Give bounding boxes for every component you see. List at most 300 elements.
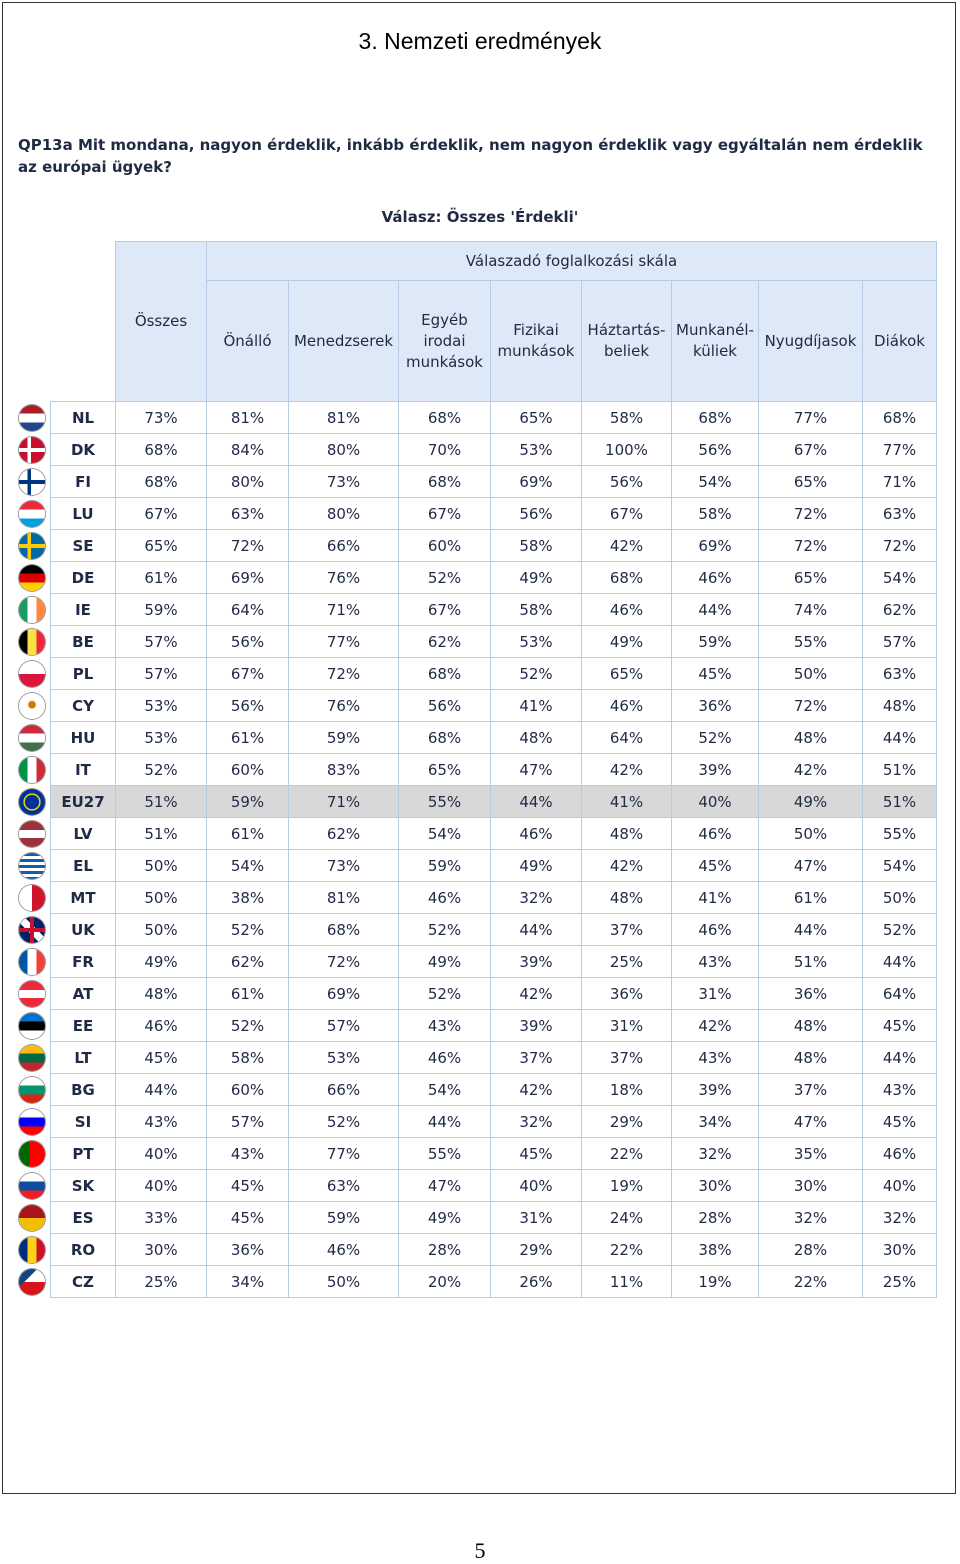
value-cell: 51% [116,818,207,850]
table-row-eu27 [14,786,937,818]
table-row [14,658,937,690]
value-cell: 30% [759,1170,863,1202]
country-code: EU27 [51,786,116,818]
value-cell: 57% [207,1106,289,1138]
value-cell: 32% [491,1106,582,1138]
value-cell: 69% [207,562,289,594]
value-cell: 46% [289,1234,399,1266]
table-row [14,690,937,722]
column-header: Egyéb irodai munkások [399,281,491,402]
value-cell: 80% [207,466,289,498]
value-cell: 56% [672,434,759,466]
country-code: LU [51,498,116,530]
value-cell: 56% [491,498,582,530]
value-cell: 58% [582,402,672,434]
value-cell: 68% [672,402,759,434]
value-cell: 39% [672,754,759,786]
value-cell: 36% [759,978,863,1010]
finland-flag-icon [19,469,45,495]
value-cell: 41% [491,690,582,722]
value-cell: 80% [289,434,399,466]
value-cell: 29% [491,1234,582,1266]
country-code: SK [51,1170,116,1202]
country-code: LV [51,818,116,850]
value-cell: 100% [582,434,672,466]
value-cell: 62% [289,818,399,850]
table-row [14,946,937,978]
country-code: ES [51,1202,116,1234]
value-cell: 37% [491,1042,582,1074]
table-row [14,1266,937,1298]
value-cell: 53% [116,690,207,722]
value-cell: 42% [491,1074,582,1106]
value-cell: 39% [491,946,582,978]
value-cell: 22% [582,1234,672,1266]
value-cell: 36% [672,690,759,722]
value-cell: 84% [207,434,289,466]
value-cell: 56% [399,690,491,722]
table-body [14,402,937,1298]
value-cell: 76% [289,562,399,594]
value-cell: 28% [672,1202,759,1234]
value-cell: 56% [207,690,289,722]
value-cell: 67% [399,594,491,626]
value-cell: 81% [207,402,289,434]
value-cell: 65% [399,754,491,786]
value-cell: 44% [863,1042,937,1074]
country-code: DK [51,434,116,466]
portugal-flag-icon [19,1141,45,1167]
value-cell: 57% [863,626,937,658]
value-cell: 50% [759,818,863,850]
value-cell: 32% [863,1202,937,1234]
value-cell: 68% [863,402,937,434]
value-cell: 66% [289,530,399,562]
value-cell: 54% [672,466,759,498]
value-cell: 65% [759,466,863,498]
value-cell: 18% [582,1074,672,1106]
value-cell: 47% [399,1170,491,1202]
country-code: BG [51,1074,116,1106]
value-cell: 52% [289,1106,399,1138]
value-cell: 48% [116,978,207,1010]
survey-question: QP13a Mit mondana, nagyon érdeklik, inkább érdeklik, nem nagyon érdeklik vagy egyáltalán nem érdeklik az európai ügyek? [18,136,923,176]
value-cell: 43% [672,946,759,978]
value-cell: 58% [491,594,582,626]
value-cell: 48% [863,690,937,722]
value-cell: 30% [116,1234,207,1266]
value-cell: 77% [863,434,937,466]
table-row [14,1010,937,1042]
table-row [14,626,937,658]
ireland-flag-icon [19,597,45,623]
value-cell: 64% [582,722,672,754]
value-cell: 29% [582,1106,672,1138]
value-cell: 51% [863,786,937,818]
country-code: IE [51,594,116,626]
value-cell: 22% [582,1138,672,1170]
country-code: LT [51,1042,116,1074]
value-cell: 61% [207,818,289,850]
value-cell: 48% [759,1042,863,1074]
luxembourg-flag-icon [19,501,45,527]
answer-label: Válasz: Összes 'Érdekli' [381,208,579,226]
value-cell: 34% [207,1266,289,1298]
value-cell: 43% [672,1042,759,1074]
value-cell: 38% [672,1234,759,1266]
value-cell: 42% [582,754,672,786]
value-cell: 58% [672,498,759,530]
value-cell: 46% [399,882,491,914]
value-cell: 46% [863,1138,937,1170]
value-cell: 71% [289,594,399,626]
value-cell: 72% [863,530,937,562]
value-cell: 45% [863,1106,937,1138]
value-cell: 63% [863,498,937,530]
value-cell: 50% [863,882,937,914]
value-cell: 45% [491,1138,582,1170]
table-row [14,1074,937,1106]
value-cell: 25% [582,946,672,978]
value-cell: 45% [116,1042,207,1074]
france-flag-icon [19,949,45,975]
value-cell: 57% [116,658,207,690]
value-cell: 42% [759,754,863,786]
value-cell: 48% [582,882,672,914]
value-cell: 50% [759,658,863,690]
country-code: CZ [51,1266,116,1298]
value-cell: 58% [207,1042,289,1074]
value-cell: 67% [759,434,863,466]
value-cell: 53% [116,722,207,754]
value-cell: 66% [289,1074,399,1106]
value-cell: 38% [207,882,289,914]
value-cell: 68% [116,434,207,466]
country-code: NL [51,402,116,434]
value-cell: 77% [759,402,863,434]
value-cell: 49% [491,562,582,594]
value-cell: 37% [759,1074,863,1106]
value-cell: 41% [672,882,759,914]
value-cell: 55% [399,1138,491,1170]
value-cell: 30% [672,1170,759,1202]
value-cell: 61% [207,722,289,754]
value-cell: 39% [672,1074,759,1106]
value-cell: 68% [399,722,491,754]
value-cell: 62% [863,594,937,626]
table-row [14,1106,937,1138]
value-cell: 40% [863,1170,937,1202]
column-header-total: Összes [116,242,207,402]
value-cell: 65% [491,402,582,434]
value-cell: 77% [289,1138,399,1170]
slovenia-flag-icon [19,1109,45,1135]
column-header: Menedzserek [289,281,399,402]
value-cell: 59% [207,786,289,818]
value-cell: 51% [116,786,207,818]
table-row [14,498,937,530]
value-cell: 31% [672,978,759,1010]
value-cell: 52% [116,754,207,786]
value-cell: 55% [863,818,937,850]
value-cell: 52% [863,914,937,946]
denmark-flag-icon [19,437,45,463]
value-cell: 49% [759,786,863,818]
value-cell: 40% [116,1170,207,1202]
value-cell: 65% [759,562,863,594]
value-cell: 44% [759,914,863,946]
value-cell: 46% [672,818,759,850]
value-cell: 63% [863,658,937,690]
value-cell: 44% [672,594,759,626]
country-code: DE [51,562,116,594]
country-code: PL [51,658,116,690]
value-cell: 40% [672,786,759,818]
value-cell: 50% [116,850,207,882]
value-cell: 44% [863,722,937,754]
table-row [14,402,937,434]
value-cell: 31% [491,1202,582,1234]
value-cell: 64% [207,594,289,626]
value-cell: 43% [116,1106,207,1138]
value-cell: 59% [672,626,759,658]
value-cell: 57% [116,626,207,658]
value-cell: 49% [582,626,672,658]
czech-flag-icon [19,1269,45,1295]
country-code: BE [51,626,116,658]
malta-flag-icon [19,885,45,911]
romania-flag-icon [19,1237,45,1263]
value-cell: 71% [289,786,399,818]
value-cell: 42% [582,530,672,562]
value-cell: 51% [863,754,937,786]
value-cell: 68% [399,466,491,498]
value-cell: 74% [759,594,863,626]
table-row [14,1170,937,1202]
value-cell: 45% [207,1170,289,1202]
country-code: FR [51,946,116,978]
value-cell: 67% [207,658,289,690]
value-cell: 80% [289,498,399,530]
value-cell: 55% [399,786,491,818]
value-cell: 59% [399,850,491,882]
value-cell: 72% [759,690,863,722]
value-cell: 45% [672,850,759,882]
value-cell: 63% [207,498,289,530]
value-cell: 57% [289,1010,399,1042]
value-cell: 73% [116,402,207,434]
table-row [14,1138,937,1170]
country-code: FI [51,466,116,498]
value-cell: 45% [207,1202,289,1234]
value-cell: 60% [207,1074,289,1106]
value-cell: 59% [289,1202,399,1234]
value-cell: 81% [289,402,399,434]
hungary-flag-icon [19,725,45,751]
value-cell: 65% [116,530,207,562]
country-code: PT [51,1138,116,1170]
austria-flag-icon [19,981,45,1007]
sweden-flag-icon [19,533,45,559]
value-cell: 81% [289,882,399,914]
value-cell: 67% [399,498,491,530]
value-cell: 52% [399,914,491,946]
value-cell: 58% [491,530,582,562]
value-cell: 72% [759,498,863,530]
germany-flag-icon [19,565,45,591]
table-row [14,850,937,882]
table-row [14,530,937,562]
latvia-flag-icon [19,821,45,847]
value-cell: 68% [399,658,491,690]
value-cell: 39% [491,1010,582,1042]
value-cell: 33% [116,1202,207,1234]
value-cell: 48% [759,722,863,754]
column-header: Fizikai munkások [491,281,582,402]
table-row [14,754,937,786]
value-cell: 49% [491,850,582,882]
table-row [14,818,937,850]
column-header: Munkanél-küliek [672,281,759,402]
value-cell: 72% [759,530,863,562]
value-cell: 49% [399,946,491,978]
value-cell: 32% [759,1202,863,1234]
value-cell: 34% [672,1106,759,1138]
value-cell: 28% [399,1234,491,1266]
table-row [14,978,937,1010]
slovakia-flag-icon [19,1173,45,1199]
value-cell: 44% [399,1106,491,1138]
value-cell: 61% [759,882,863,914]
value-cell: 25% [116,1266,207,1298]
value-cell: 47% [759,850,863,882]
value-cell: 48% [491,722,582,754]
table-row [14,914,937,946]
column-header: Nyugdíjasok [759,281,863,402]
value-cell: 60% [399,530,491,562]
value-cell: 52% [399,562,491,594]
value-cell: 50% [116,914,207,946]
netherlands-flag-icon [19,405,45,431]
estonia-flag-icon [19,1013,45,1039]
value-cell: 43% [863,1074,937,1106]
value-cell: 26% [491,1266,582,1298]
value-cell: 19% [672,1266,759,1298]
page-title: 3. Nemzeti eredmények [358,28,602,54]
value-cell: 53% [491,626,582,658]
value-cell: 46% [582,690,672,722]
value-cell: 46% [672,914,759,946]
value-cell: 59% [289,722,399,754]
value-cell: 45% [672,658,759,690]
value-cell: 52% [491,658,582,690]
value-cell: 42% [672,1010,759,1042]
value-cell: 42% [491,978,582,1010]
value-cell: 45% [863,1010,937,1042]
value-cell: 63% [289,1170,399,1202]
table-row [14,722,937,754]
value-cell: 43% [399,1010,491,1042]
country-code: SI [51,1106,116,1138]
spain-flag-icon [19,1205,45,1231]
value-cell: 35% [759,1138,863,1170]
value-cell: 52% [207,914,289,946]
value-cell: 54% [207,850,289,882]
value-cell: 54% [863,562,937,594]
value-cell: 67% [116,498,207,530]
greece-flag-icon [19,853,45,879]
value-cell: 71% [863,466,937,498]
group-header: Válaszadó foglalkozási skála [207,242,937,281]
value-cell: 53% [289,1042,399,1074]
country-code: CY [51,690,116,722]
value-cell: 55% [759,626,863,658]
italy-flag-icon [19,757,45,783]
value-cell: 46% [491,818,582,850]
value-cell: 40% [116,1138,207,1170]
value-cell: 56% [582,466,672,498]
value-cell: 50% [289,1266,399,1298]
country-code: IT [51,754,116,786]
value-cell: 46% [582,594,672,626]
value-cell: 68% [116,466,207,498]
value-cell: 28% [759,1234,863,1266]
cyprus-flag-icon [19,693,45,719]
value-cell: 69% [491,466,582,498]
value-cell: 22% [759,1266,863,1298]
value-cell: 42% [582,850,672,882]
table-row [14,1234,937,1266]
value-cell: 36% [207,1234,289,1266]
table-row [14,594,937,626]
value-cell: 41% [582,786,672,818]
value-cell: 54% [863,850,937,882]
value-cell: 83% [289,754,399,786]
value-cell: 52% [207,1010,289,1042]
country-code: RO [51,1234,116,1266]
value-cell: 52% [399,978,491,1010]
value-cell: 32% [672,1138,759,1170]
value-cell: 51% [759,946,863,978]
value-cell: 37% [582,1042,672,1074]
lithuania-flag-icon [19,1045,45,1071]
value-cell: 48% [759,1010,863,1042]
value-cell: 40% [491,1170,582,1202]
country-code: SE [51,530,116,562]
value-cell: 68% [582,562,672,594]
results-table [14,241,937,1298]
value-cell: 46% [116,1010,207,1042]
value-cell: 67% [582,498,672,530]
value-cell: 25% [863,1266,937,1298]
country-code: HU [51,722,116,754]
value-cell: 68% [399,402,491,434]
value-cell: 72% [207,530,289,562]
value-cell: 54% [399,1074,491,1106]
value-cell: 31% [582,1010,672,1042]
column-header: Önálló [207,281,289,402]
value-cell: 65% [582,658,672,690]
table-row [14,466,937,498]
poland-flag-icon [19,661,45,687]
eu-flag-icon [19,789,45,815]
value-cell: 47% [491,754,582,786]
value-cell: 30% [863,1234,937,1266]
value-cell: 70% [399,434,491,466]
page-number: 5 [474,1538,486,1563]
table-row [14,562,937,594]
value-cell: 64% [863,978,937,1010]
